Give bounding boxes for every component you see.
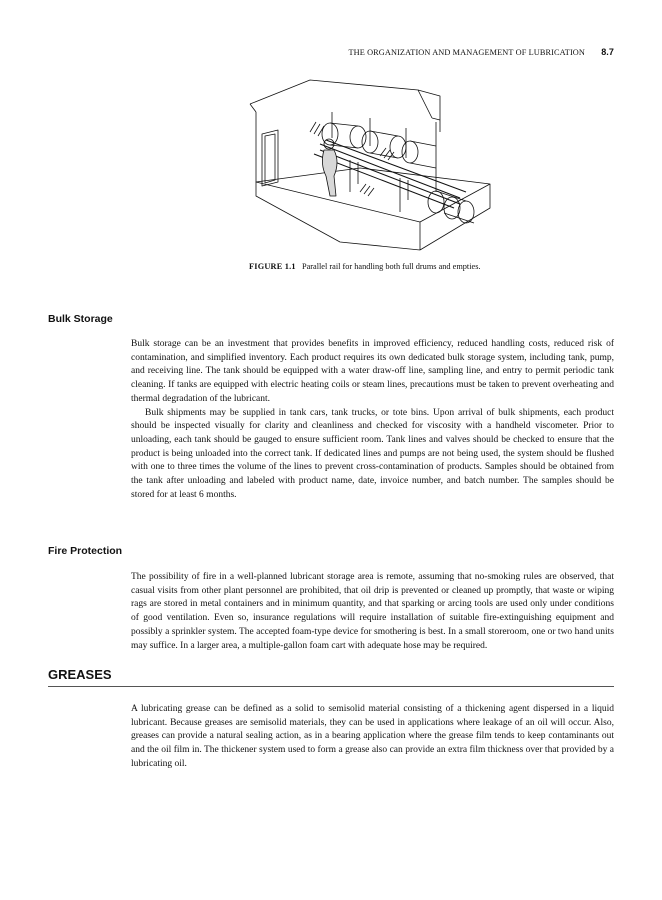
bulk-storage-body: [131, 338, 614, 502]
figure-label: FIGURE 1.1: [249, 262, 296, 271]
bulk-storage-paragraph-2: Bulk shipments may be supplied in tank cars, tank trucks, or tote bins. Upon arrival of bulk shipments, each product should be inspected visually for clarity and cleanliness and checked for viscosity with a handheld viscometer. Prior to unloading, each tank should be gauged to ensure sufficient room. Tank lines and valves should be checked to ensure that the product is being unloaded into the correct tank. If dedicated lines and pumps are not being used, the system should be flushed with one to three times the volume of the lines to prevent cross-contamination of products. Samples should be obtained from the tank after unloading and labeled with product name, date, invoice number, and batch number. The samples should be stored for at least 6 months.: [131, 407, 614, 500]
figure-caption: [249, 261, 509, 272]
figure-illustration: [240, 72, 500, 254]
bulk-storage-heading: Bulk Storage: [48, 313, 113, 325]
figure-caption-text: Parallel rail for handling both full drums and empties.: [301, 262, 481, 271]
greases-section-heading: GREASES: [48, 667, 614, 687]
fire-protection-body: [131, 571, 614, 653]
running-header: [348, 47, 614, 57]
fire-protection-heading: Fire Protection: [48, 545, 123, 557]
running-title: THE ORGANIZATION AND MANAGEMENT OF LUBRICATION: [348, 48, 585, 57]
bulk-storage-paragraph-1: Bulk storage can be an investment that provides benefits in improved efficiency, reduced handling costs, reduced risk of contamination, and simplified inventory. Each product requires its own dedicated bulk storage system, including tank, pump, and receiving line. The tank should be equipped with a water draw-off line, sampling line, and entry to permit periodic tank cleaning. If tanks are equipped with electric heating coils or steam lines, precautions must be taken to prevent overheating and thermal degradation of the lubricant.: [131, 339, 614, 404]
fire-protection-paragraph: The possibility of fire in a well-planned lubricant storage area is remote, assuming that no-smoking rules are observed, that casual visits from other plant personnel are prohibited, that oil drip is prevented or cleaned up promptly, that waste or wiping rags are stored in metal containers and in minimum quantity, and that sparking or arcing tools are used only under conditions of good ventilation. Even so, insurance regulations will require installation of suitable fire-extinguishing equipment and possibly a sprinkler system. The accepted foam-type device for smothering is best. In a small storeroom, one or two hand units may suffice. In a larger area, a multiple-gallon foam cart with adequate hose may be required.: [131, 572, 614, 651]
greases-paragraph: A lubricating grease can be defined as a solid to semisolid material consisting of a thickening agent dispersed in a liquid lubricant. Because greases are semisolid materials, they can be used in applications where leakage of an oil will occur. Also, greases can provide a natural sealing action, as in a bearing application where the grease film tends to keep contaminants out and the oil film in. The thickener system used to form a grease also can provide an extra film thickness over that provided by a lubricating oil.: [131, 704, 614, 769]
greases-body: [131, 703, 614, 772]
page-number: 8.7: [601, 47, 614, 57]
